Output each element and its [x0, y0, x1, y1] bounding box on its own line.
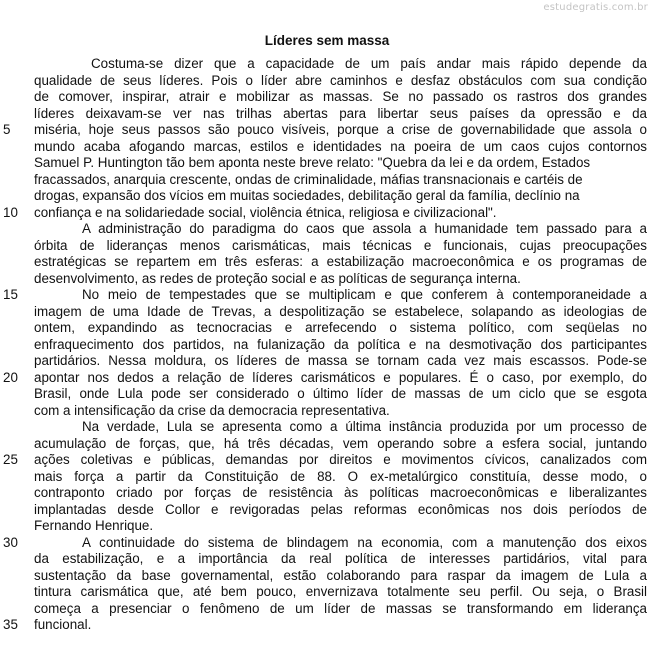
text-line: de comover, inspirar, atrair e mobilizar as massas. Se no passado os rastros dos grandes [34, 89, 647, 104]
line-number [0, 403, 30, 420]
line-number [0, 155, 30, 172]
line-number [0, 73, 30, 90]
line-number [0, 337, 30, 354]
line-number [0, 172, 30, 189]
text-line: fracassados, anarquia crescente, ondas de criminalidade, máfias transnacionais e cartéis de [34, 171, 583, 187]
line-number-column [0, 56, 30, 634]
text-line: começa a presenciar o fenômeno de um líder de massas se transformando em liderança [34, 600, 647, 616]
line-number [0, 568, 30, 585]
line-number: 25 [3, 452, 18, 467]
text-line: Costuma-se dizer que a capacidade de um país andar mais rápido depende da [91, 56, 647, 71]
article-body [34, 56, 647, 634]
text-line: miséria, hoje seus passos são pouco visíveis, porque a crise de governabilidade que assola o [34, 122, 647, 137]
text-line: desenvolvimento, as redes de proteção social e as políticas de segurança interna. [34, 270, 521, 286]
line-number [0, 386, 30, 403]
document-title: Líderes sem massa [264, 33, 390, 48]
text-line: sustentação da base governamental, estão colaborando para raspar da imagem de Lula a [34, 567, 647, 583]
text-line: Na verdade, Lula se apresenta como a última instância produzida por um processo de [82, 419, 647, 434]
line-number [0, 469, 30, 486]
line-number [0, 436, 30, 453]
line-number [0, 419, 30, 436]
text-line: da estabilização, e a importância da real política de interesses partidários, vital para [34, 551, 647, 566]
line-number [0, 551, 30, 568]
line-number: 5 [3, 122, 11, 137]
text-line: apontar nos dedos a relação de líderes carismáticos e populares. É o caso, por exemplo, do [34, 369, 647, 385]
text-line: líderes deixavam-se ver nas trilhas abertas para libertar seus países da opressão e da [34, 105, 647, 121]
text-line: mundo acaba afogando marcas, estilos e identidades na poeira de um caos cujos contornos [34, 138, 647, 154]
text-line: Samuel P. Huntington tão bem aponta neste breve relato: "Quebra da lei e da ordem, Estados [34, 155, 591, 170]
text-line: mais força a partir da Constituição de 88. O ex-metalúrgico constituía, desse modo, o [34, 468, 647, 484]
text-line: drogas, expansão dos vícios em muitas sociedades, debilitação geral da família, declínio na [34, 188, 580, 203]
line-number [0, 188, 30, 205]
text-line: tintura carismática que, até bem pouco, envernizava totalmente seu perfil. Ou seja, o Brasil [34, 584, 647, 599]
text-line: órbita de lideranças menos carismáticas, mais técnicas e funcionais, cujas preocupações [34, 237, 647, 253]
line-number [0, 271, 30, 288]
line-number [0, 518, 30, 535]
line-number [0, 304, 30, 321]
line-number: 35 [3, 617, 18, 632]
text-line: contraponto criado por forças de resistência às políticas macroeconômicas e liberalizantes [34, 485, 647, 500]
text-line: enfraquecimento dos partidos, na fulanização da política e na desmotivação dos participantes [34, 336, 647, 352]
line-number [0, 89, 30, 106]
text-line: implantadas desde Collor e revigoradas pelas reformas econômicas nos dois períodos de [34, 501, 647, 517]
line-number [0, 238, 30, 255]
text-line: Brasil, onde Lula pode ser considerado o último líder de massas de um ciclo que se esgota [34, 386, 647, 401]
text-line: No meio de tempestades que se multiplicam e que conferem à contemporaneidade a [82, 287, 647, 302]
line-number [0, 320, 30, 337]
line-number [0, 254, 30, 271]
text-line: Fernando Henrique. [34, 518, 154, 533]
text-line: ações coletivas e públicas, demandas por direitos e movimentos cívicos, canalizados com [34, 452, 647, 467]
line-number: 15 [3, 287, 18, 302]
line-number [0, 601, 30, 618]
line-number [0, 502, 30, 519]
line-number: 30 [3, 534, 18, 550]
line-number [0, 353, 30, 370]
text-line: com a intensificação da crise da democracia representativa. [34, 402, 390, 418]
line-number [0, 106, 30, 123]
text-line: A continuidade do sistema de blindagem na economia, com a manutenção dos eixos [82, 534, 647, 550]
text-line: qualidade de seus líderes. Pois o líder abre caminhos e desfaz obstáculos com sua condição [34, 72, 647, 88]
line-number [0, 139, 30, 156]
text-line: funcional. [34, 617, 92, 632]
text-line: ontem, expandindo as tecnocracias e arrefecendo o sistema político, com seqüelas no [34, 320, 647, 335]
line-number [0, 221, 30, 238]
text-line: imagem de uma Idade de Trevas, a despolitização se estabelece, solapando as ideologias de [34, 303, 647, 319]
line-number [0, 485, 30, 502]
watermark: estudegratis.com.br [543, 2, 648, 13]
text-line: partidários. Nessa moldura, os líderes de massa se tornam cada vez mais escassos. Pode-se [34, 353, 647, 368]
line-number: 20 [3, 369, 18, 385]
text-line: acumulação de forças, que, há três décadas, vem operando sobre a esfera social, juntando [34, 435, 647, 451]
line-number [0, 56, 30, 73]
text-line: estratégicas se repartem em três esferas: a estabilização macroeconômica e os programas de [34, 254, 647, 269]
text-line: A administração do paradigma do caos que assola a humanidade tem passado para a [82, 221, 647, 236]
text-line: confiança e na solidariedade social, violência étnica, religiosa e civilizacional". [34, 204, 497, 220]
line-number: 10 [3, 204, 18, 220]
line-number [0, 584, 30, 601]
